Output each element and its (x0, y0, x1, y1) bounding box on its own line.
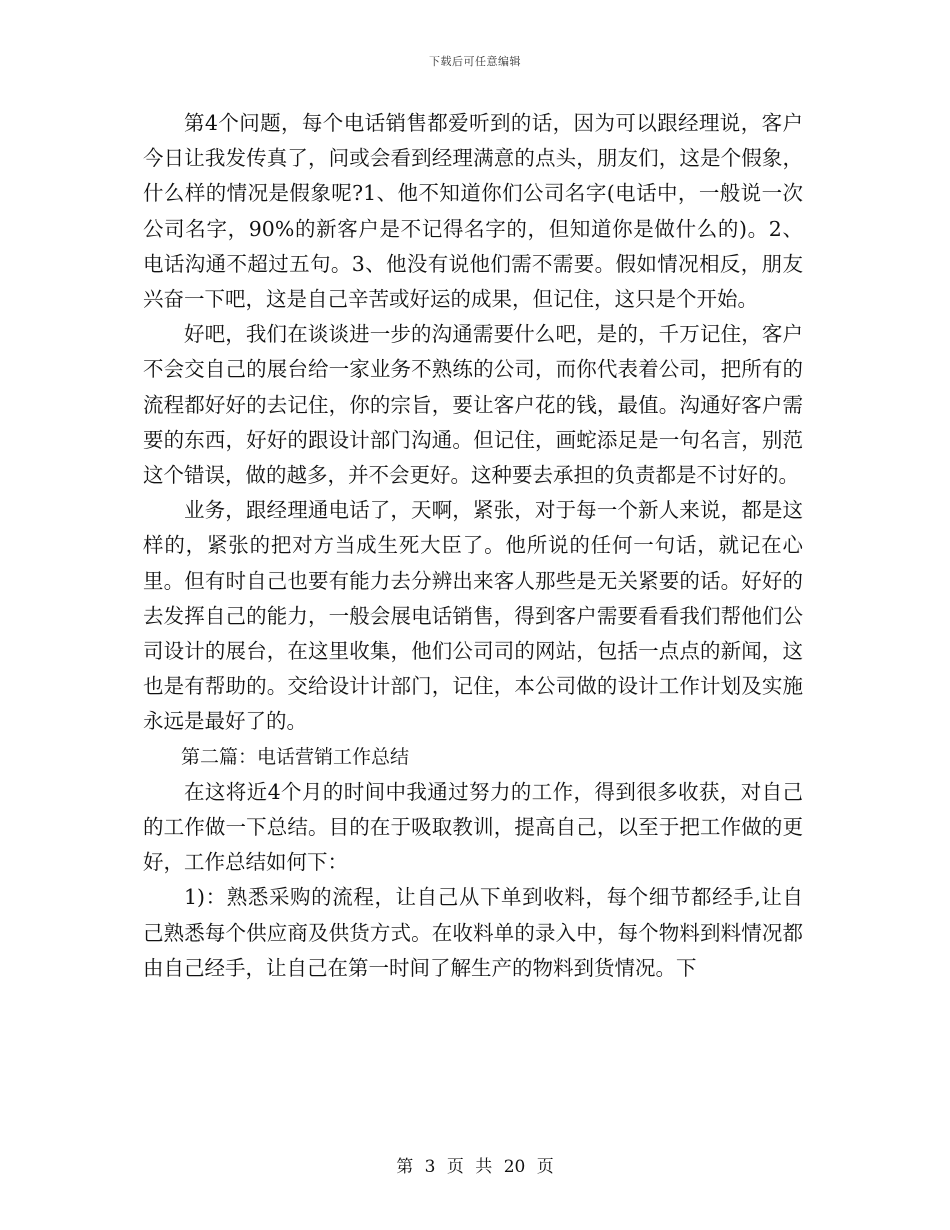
paragraph-1: 第4个问题，每个电话销售都爱听到的话，因为可以跟经理说，客户今日让我发传真了，问或会看到经理满意的点头，朋友们，这是个假象，什么样的情况是假象呢?1、他不知道你们公司名字(电话中，一般说一次公司名字，90%的新客户是不记得名字的，但知道你是做什么的)。2、电话沟通不超过五句。3、他没有说他们需不需要。假如情况相反，朋友兴奋一下吧，这是自己辛苦或好运的成果，但记住，这只是个开始。 (143, 111, 803, 312)
paragraph-4: 在这将近4个月的时间中我通过努力的工作，得到很多收获，对自己的工作做一下总结。目的在于吸取教训，提高自己，以至于把工作做的更好，工作总结如何下： (143, 779, 803, 875)
paragraph-2: 好吧，我们在谈谈进一步的沟通需要什么吧，是的，千万记住，客户不会交自己的展台给一家业务不熟练的公司，而你代表着公司，把所有的流程都好好的去记住，你的宗旨，要让客户花的钱，最值。沟通好客户需要的东西，好好的跟设计部门沟通。但记住，画蛇添足是一句名言，别范这个错误，做的越多，并不会更好。这种要去承担的负责都是不讨好的。 (143, 322, 803, 488)
paragraph-5: 1)：熟悉采购的流程，让自己从下单到收料，每个细节都经手,让自己熟悉每个供应商及供货方式。在收料单的录入中，每个物料到料情况都由自己经手，让自己在第一时间了解生产的物料到货情况。下 (143, 885, 803, 980)
page-header: 下载后可任意编辑 (429, 55, 521, 68)
paragraph-3: 业务，跟经理通电话了，天啊，紧张，对于每一个新人来说，都是这样的，紧张的把对方当成生死大臣了。他所说的任何一句话，就记在心里。但有时自己也要有能力去分辨出来客人那些是无关紧要的话。好好的去发挥自己的能力，一般会展电话销售，得到客户需要看看我们帮他们公司设计的展台，在这里收集，他们公司司的网站，包括一点点的新闻，这也是有帮助的。交给设计计部门，记住，本公司做的设计工作计划及实施永远是最好了的。 (143, 498, 803, 734)
section-heading: 第二篇：电话营销工作总结 (181, 745, 410, 768)
document-body (143, 106, 803, 986)
page-footer: 第 3 页 共 20 页 (396, 1157, 554, 1177)
